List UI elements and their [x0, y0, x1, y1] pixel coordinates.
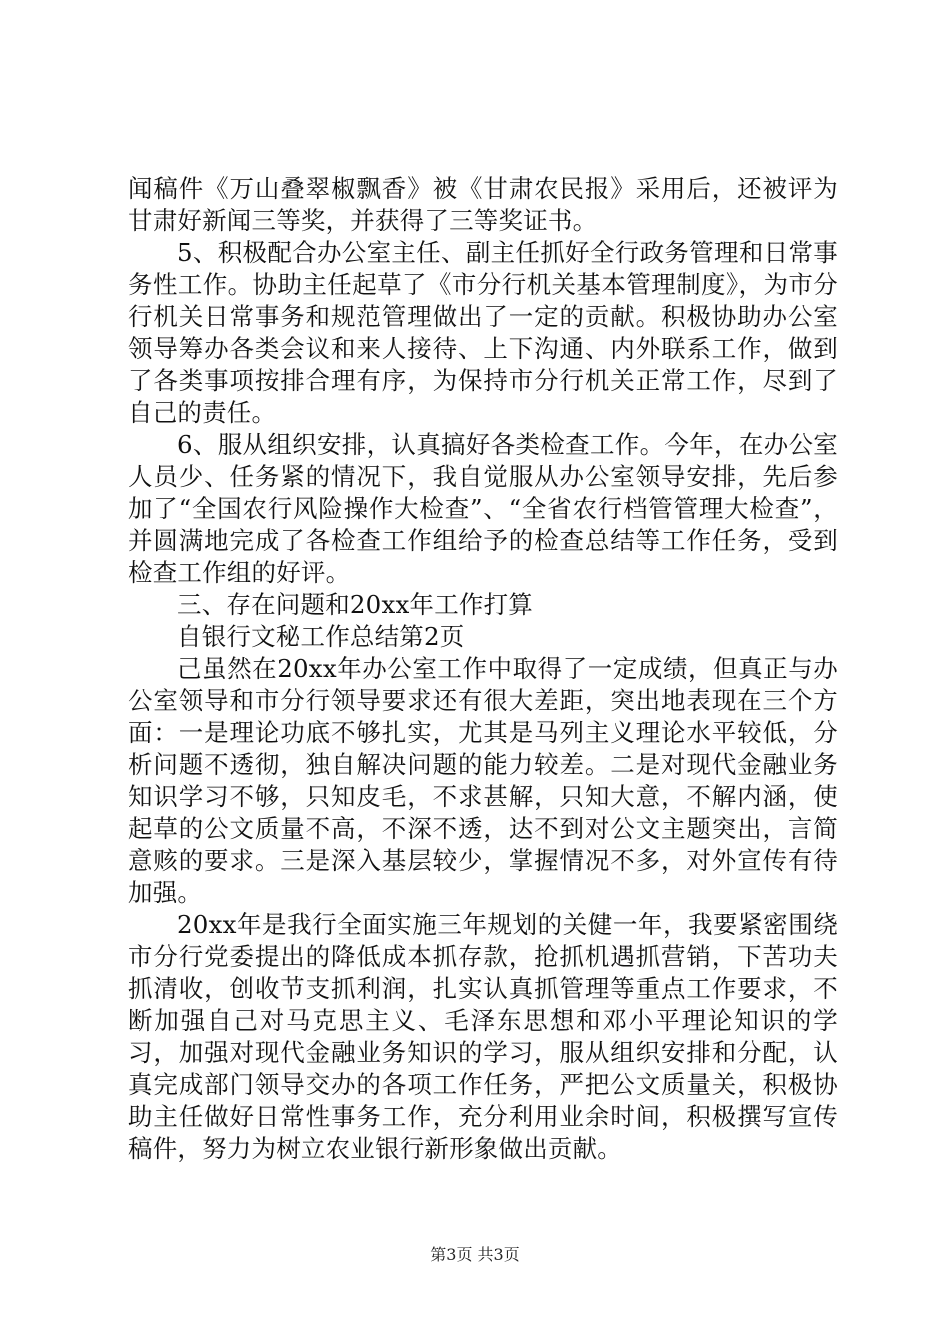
- paragraph-plans: 20xx年是我行全面实施三年规划的关健一年，我要紧密围绕市分行党委提出的降低成本抓存款，抢抓机遇抓营销，下苦功夫抓清收，创收节支抓利润，扎实认真抓管理等重点工作要求，不断加强自己对马克思主义、毛泽东思想和邓小平理论知识的学习，加强对现代金融业务知识的学习，服从组织安排和分配，认真完成部门领导交办的各项工作任务，严把公文质量关，积极协助主任做好日常性事务工作，充分利用业余时间，积极撰写宣传稿件，努力为树立农业银行新形象做出贡献。: [128, 910, 838, 1163]
- page-footer: 第3页 共3页: [430, 1245, 520, 1264]
- page-marker-line: 自银行文秘工作总结第2页: [177, 622, 465, 651]
- section-heading-3: 三、存在问题和20xx年工作打算: [177, 590, 534, 619]
- paragraph-item-6: 6、服从组织安排，认真搞好各类检查工作。今年，在办公室人员少、任务紧的情况下，我自觉服从办公室领导安排，先后参加了“全国农行风险操作大检查”、“全省农行档管管理大检查”，并圆满地完成了各检查工作组给予的检查总结等工作任务，受到检查工作组的好评。: [128, 430, 838, 587]
- paragraph-continuation: 闻稿件《万山叠翠椒飘香》被《甘肃农民报》采用后，还被评为甘肃好新闻三等奖，并获得了三等奖证书。: [128, 174, 838, 235]
- paragraph-problems: 己虽然在20xx年办公室工作中取得了一定成绩，但真正与办公室领导和市分行领导要求还有很大差距，突出地表现在三个方面：一是理论功底不够扎实，尤其是马列主义理论水平较低，分析问题不透彻，独自解决问题的能力较差。二是对现代金融业务知识学习不够，只知皮毛，不求甚解，只知大意，不解内涵，使起草的公文质量不高，不深不透，达不到对公文主题突出，言简意赅的要求。三是深入基层较少，掌握情况不多，对外宣传有待加强。: [128, 654, 838, 907]
- document-body: [128, 173, 838, 1165]
- paragraph-item-5: 5、积极配合办公室主任、副主任抓好全行政务管理和日常事务性工作。协助主任起草了《市分行机关基本管理制度》，为市分行机关日常事务和规范管理做出了一定的贡献。积极协助办公室领导筹办各类会议和来人接待、上下沟通、内外联系工作，做到了各类事项按排合理有序，为保持市分行机关正常工作，尽到了自己的责任。: [128, 238, 838, 427]
